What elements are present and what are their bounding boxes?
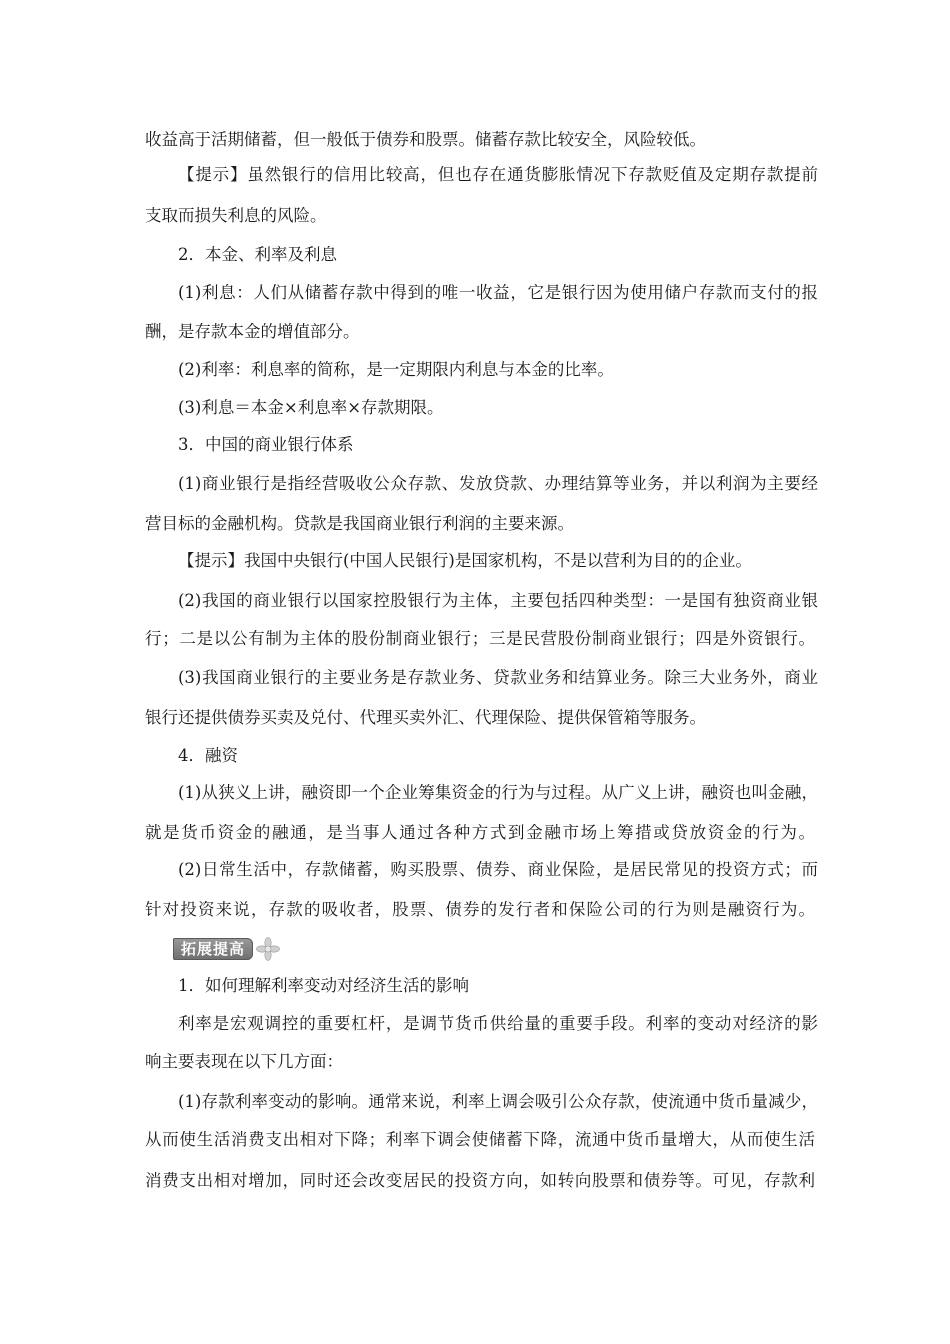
text-line: 从而使生活消费支出相对下降；利率下调会使储蓄下降，流通中货币量增大，从而使生活 <box>145 1130 815 1149</box>
text-line: 【提示】虽然银行的信用比较高，但也存在通货膨胀情况下存款贬值及定期存款提前 <box>178 165 818 184</box>
section-heading: 2．本金、利率及利息 <box>178 245 337 264</box>
text-line: 收益高于活期储蓄，但一般低于债券和股票。储蓄存款比较安全，风险较低。 <box>145 130 706 149</box>
star-flower-icon <box>255 936 281 962</box>
text-line: 利率是宏观调控的重要杠杆，是调节货币供给量的重要手段。利率的变动对经济的影 <box>178 1014 818 1033</box>
text-line: 针对投资来说，存款的吸收者，股票、债券的发行者和保险公司的行为则是融资行为。 <box>145 900 815 919</box>
section-heading: 3．中国的商业银行体系 <box>178 435 354 454</box>
text-line: (2)利率：利息率的简称，是一定期限内利息与本金的比率。 <box>178 360 614 379</box>
text-line: 【提示】我国中央银行(中国人民银行)是国家机构，不是以营利为目的的企业。 <box>178 551 752 570</box>
text-line: 就是货币资金的融通，是当事人通过各种方式到金融市场上筹措或贷放资金的行为。 <box>145 823 815 842</box>
text-line: 酬，是存款本金的增值部分。 <box>145 322 360 341</box>
section-banner-label: 拓展提高 <box>173 938 253 960</box>
text-line: (1)从狭义上讲，融资即一个企业筹集资金的行为与过程。从广义上讲，融资也叫金融， <box>178 783 818 802</box>
text-line: 行；二是以公有制为主体的股份制商业银行；三是民营股份制商业银行；四是外资银行。 <box>145 629 815 648</box>
text-line: (2)我国的商业银行以国家控股银行为主体，主要包括四种类型：一是国有独资商业银 <box>178 591 818 610</box>
text-line: (1)利息：人们从储蓄存款中得到的唯一收益，它是银行因为使用储户存款而支付的报 <box>178 283 818 302</box>
section-heading: 4．融资 <box>178 746 238 765</box>
text-line: (1)存款利率变动的影响。通常来说，利率上调会吸引公众存款，使流通中货币量减少， <box>178 1092 818 1111</box>
text-line: (2)日常生活中，存款储蓄，购买股票、债券、商业保险，是居民常见的投资方式；而 <box>178 860 818 879</box>
text-line: 响主要表现在以下几方面： <box>145 1052 343 1071</box>
text-line: 支取而损失利息的风险。 <box>145 206 327 225</box>
text-line: 银行还提供债券买卖及兑付、代理买卖外汇、代理保险、提供保管箱等服务。 <box>145 708 706 727</box>
text-line: 消费支出相对增加，同时还会改变居民的投资方向，如转向股票和债券等。可见，存款利 <box>145 1171 815 1190</box>
text-line: (3)我国商业银行的主要业务是存款业务、贷款业务和结算业务。除三大业务外，商业 <box>178 668 818 687</box>
section-heading: 1．如何理解利率变动对经济生活的影响 <box>178 976 469 995</box>
text-line: 营目标的金融机构。贷款是我国商业银行利润的主要来源。 <box>145 514 574 533</box>
text-line: (1)商业银行是指经营吸收公众存款、发放贷款、办理结算等业务，并以利润为主要经 <box>178 474 818 493</box>
section-banner <box>173 936 281 962</box>
text-line: (3)利息＝本金×利息率×存款期限。 <box>178 398 444 417</box>
